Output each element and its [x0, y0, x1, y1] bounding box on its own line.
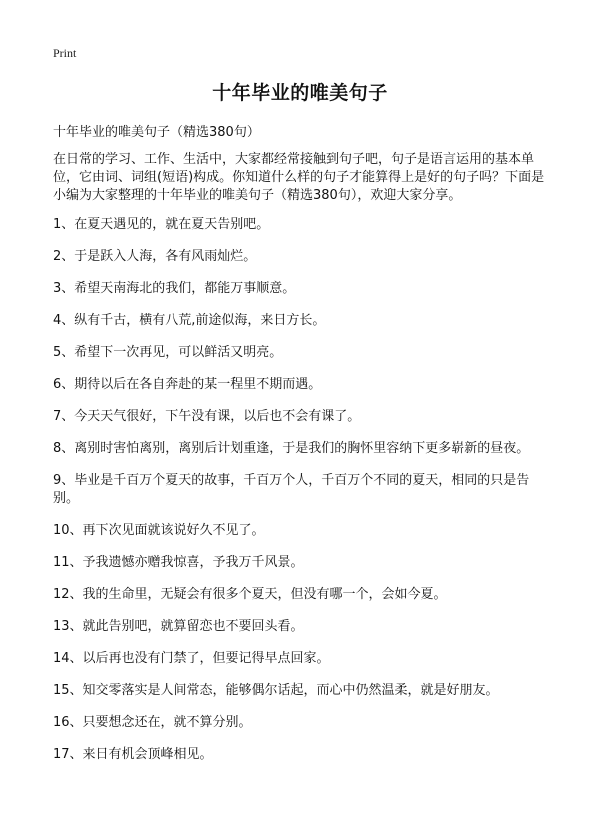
list-item: 5、希望下一次再见，可以鲜活又明亮。 — [53, 345, 283, 360]
page-title: 十年毕业的唯美句子 — [212, 82, 388, 104]
list-item: 1、在夏天遇见的，就在夏天告别吧。 — [53, 217, 270, 232]
list-item: 16、只要想念还在，就不算分别。 — [53, 715, 252, 730]
list-item: 11、予我遗憾亦赠我惊喜，予我万千风景。 — [53, 555, 304, 570]
list-item: 9、毕业是千百万个夏天的故事，千百万个人，千百万个不同的夏天，相同的只是告别。 — [53, 473, 530, 506]
list-item: 14、以后再也没有门禁了，但要记得早点回家。 — [53, 651, 330, 666]
list-item: 8、离别时害怕离别，离别后计划重逢，于是我们的胸怀里容纳下更多崭新的昼夜。 — [53, 441, 530, 456]
document-subtitle: 十年毕业的唯美句子（精选380句） — [53, 125, 260, 140]
list-item: 2、于是跃入人海，各有风雨灿烂。 — [53, 249, 257, 264]
print-link[interactable]: Print — [53, 46, 77, 60]
intro-paragraph: 在日常的学习、工作、生活中，大家都经常接触到句子吧，句子是语言运用的基本单位，它由词、词组(短语)构成。你知道什么样的句子才能算得上是好的句子吗？下面是小编为大家整理的十年毕业的唯美句子（精选380句），欢迎大家分享。 — [53, 152, 545, 203]
list-item: 3、希望天南海北的我们，都能万事顺意。 — [53, 281, 296, 296]
list-item: 10、再下次见面就该说好久不见了。 — [53, 523, 265, 538]
list-item: 4、纵有千古，横有八荒,前途似海，来日方长。 — [53, 313, 326, 328]
list-item: 17、来日有机会顶峰相见。 — [53, 747, 213, 762]
sentence-list — [53, 216, 553, 778]
list-item: 15、知交零落实是人间常态，能够偶尔话起，而心中仍然温柔，就是好朋友。 — [53, 683, 499, 698]
list-item: 13、就此告别吧，就算留恋也不要回头看。 — [53, 619, 304, 634]
list-item: 12、我的生命里，无疑会有很多个夏天，但没有哪一个，会如今夏。 — [53, 587, 447, 602]
list-item: 7、今天天气很好，下午没有课，以后也不会有课了。 — [53, 409, 361, 424]
list-item: 6、期待以后在各自奔赴的某一程里不期而遇。 — [53, 377, 322, 392]
